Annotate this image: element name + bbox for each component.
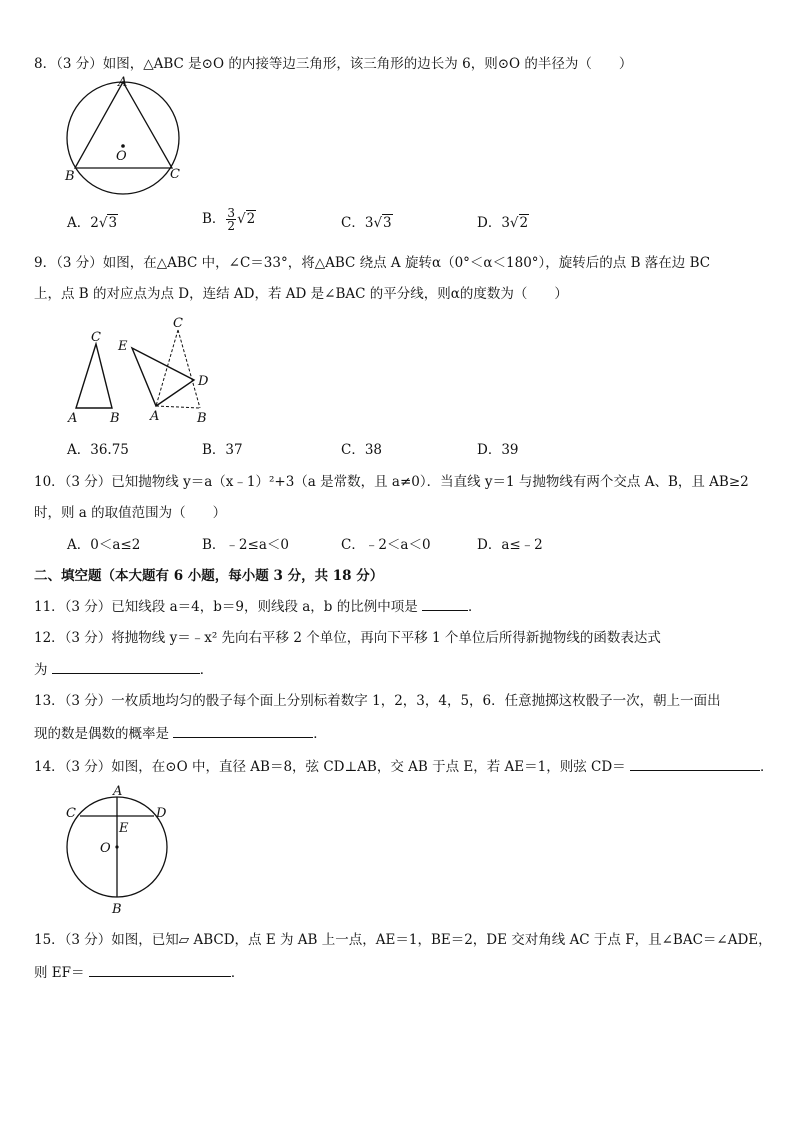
q13-line1: 13．（3 分）一枚质地均匀的骰子每个面上分别标着数字 1，2，3，4，5，6．任意抛掷这枚骰子一次，朝上一面出 [34,693,721,709]
q14-answer-blank[interactable] [630,756,760,771]
q8-figure [65,75,196,190]
q9-label-A: A [150,409,160,424]
q9-figure [66,318,226,428]
q10-line2: 时，则 a 的取值范围为（ ） [34,505,227,521]
q14-label-C: C [66,806,76,821]
q9-triangle-aed [132,348,194,406]
q8-label-B: B [65,169,75,184]
q15-line1: 15．（3 分）如图，已知▱ ABCD，点 E 为 AB 上一点，AE＝1，BE＝2，DE 交对角线 AC 于点 F，且∠BAC＝∠ADE， [34,932,772,948]
q9-triangle-abc [76,344,112,408]
q10-option-a[interactable]: A．0＜a≤2 [67,537,141,553]
q14-figure [62,784,172,919]
q8-label-O: O [116,149,127,164]
q15-line2: 则 EF＝ ． [34,962,244,983]
q9-line1: 9．（3 分）如图，在△ABC 中，∠C＝33°，将△ABC 绕点 A 旋转α（0°＜α＜180°），旋转后的点 B 落在边 BC [34,255,711,271]
q9-line2: 上，点 B 的对应点为点 D，连结 AD，若 AD 是∠BAC 的平分线，则α的度数为（ ） [34,286,568,302]
q8-option-a[interactable]: A．2√3 [67,215,118,231]
q12-answer-blank[interactable] [52,659,200,674]
q10-option-d[interactable]: D．a≤﹣2 [477,537,543,553]
q12-line2: 为 ． [34,659,213,680]
section-2-heading: 二、填空题（本大题有 6 小题，每小题 3 分，共 18 分） [34,568,384,584]
q8-circle [67,82,179,194]
q8-option-d[interactable]: D．3√2 [477,215,529,231]
q11-line: 11．（3 分）已知线段 a＝4，b＝9，则线段 a，b 的比例中项是 ． [34,596,482,617]
q14-label-O: O [100,841,111,856]
q14-label-D: D [156,806,167,821]
q9-label-E: E [118,339,128,354]
q8-stem: 8．（3 分）如图，△ABC 是⊙O 的内接等边三角形，该三角形的边长为 6，则⊙O 的半径为（ ） [34,56,633,72]
q15-answer-blank[interactable] [89,962,231,977]
q8-option-b[interactable]: B． $\frac{3}{2}$ √2 [202,206,256,233]
q9-left-label-C: C [91,330,101,345]
q9-label-D: D [198,374,209,389]
q9-dashed-cb [178,330,200,408]
q9-label-C: C [173,316,183,331]
q14-center-dot [115,845,118,848]
q10-option-b[interactable]: B．﹣2≤a＜0 [202,537,289,553]
q9-option-c[interactable]: C．38 [341,442,383,458]
q8-center-dot [121,144,125,148]
q14-label-B: B [112,902,122,917]
q11-answer-blank[interactable] [422,596,468,611]
q10-line1: 10．（3 分）已知抛物线 y＝a（x﹣1）²+3（a 是常数，且 a≠0）．当直线 y＝1 与抛物线有两个交点 A、B，且 AB≥2 [34,474,749,490]
q10-option-c[interactable]: C．﹣2＜a＜0 [341,537,431,553]
q9-left-label-B: B [110,411,120,426]
q8-label-C: C [170,167,180,182]
q9-option-a[interactable]: A．36.75 [67,442,129,458]
q8-option-c[interactable]: C．3√3 [341,215,392,231]
q14-label-A: A [113,784,123,799]
q8-label-A: A [118,75,128,90]
q9-dashed-ab [156,406,200,408]
q13-answer-blank[interactable] [173,723,313,738]
q9-option-b[interactable]: B．37 [202,442,243,458]
q13-line2: 现的数是偶数的概率是 ． [34,723,327,744]
q9-option-d[interactable]: D．39 [477,442,519,458]
q12-line1: 12．（3 分）将抛物线 y＝﹣x² 先向右平移 2 个单位，再向下平移 1 个单位后所得新抛物线的函数表达式 [34,630,661,646]
q9-left-label-A: A [68,411,78,426]
q9-dashed-ca [156,330,178,406]
q14-line: 14．（3 分）如图，在⊙O 中，直径 AB＝8，弦 CD⊥AB，交 AB 于点 E，若 AE＝1，则弦 CD＝ ． [34,756,773,777]
q14-label-E: E [119,821,129,836]
q9-label-B: B [197,411,207,426]
